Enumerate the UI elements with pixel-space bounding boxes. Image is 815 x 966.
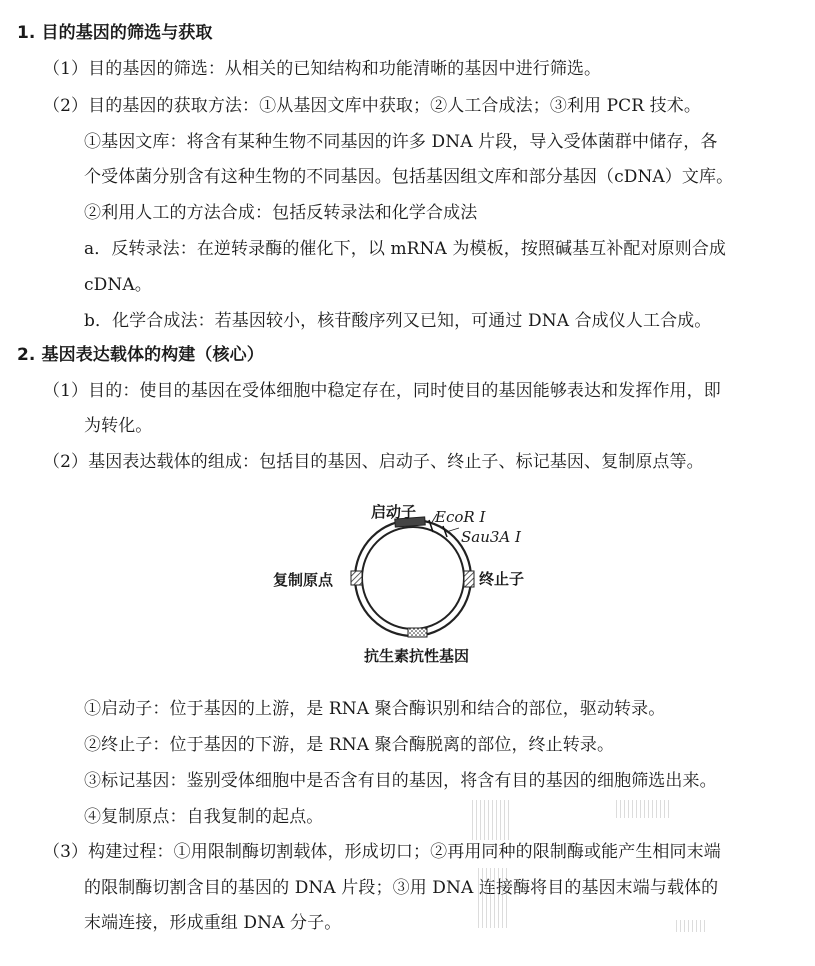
construction-line-1: （3）构建过程：①用限制酶切割载体，形成切口；②再用同种的限制酶或能产生相同末端 [43,842,721,862]
artificial-synthesis-line: ②利用人工的方法合成：包括反转录法和化学合成法 [84,203,478,223]
terminator-description: ②终止子：位于基因的下游，是 RNA 聚合酶脱离的部位，终止转录。 [84,735,615,755]
origin-label: 复制原点 [273,571,334,589]
plasmid-ring-inner [362,527,464,629]
construction-line-3: 末端连接，形成重组 DNA 分子。 [84,913,342,933]
terminator-label: 终止子 [479,570,525,588]
gene-library-line-2: 个受体菌分别含有这种生物的不同基因。包括基因组文库和部分基因（cDNA）文库。 [84,167,734,187]
section-1-paragraph-2: （2）目的基因的获取方法：①从基因文库中获取；②人工合成法；③利用 PCR 技术。 [43,96,701,116]
construction-line-2: 的限制酶切割含目的基因的 DNA 片段；③用 DNA 连接酶将目的基因末端与载体的 [84,878,719,898]
section-2-heading: 2. 基因表达载体的构建（核心） [17,345,264,365]
section-1-heading: 1. 目的基因的筛选与获取 [17,23,213,43]
promoter-description: ①启动子：位于基因的上游，是 RNA 聚合酶识别和结合的部位，驱动转录。 [84,699,666,719]
marker-gene-description: ③标记基因：鉴别受体细胞中是否含有目的基因，将含有目的基因的细胞筛选出来。 [84,771,717,791]
resistance-gene-label: 抗生素抗性基因 [364,647,470,665]
promoter-label: 启动子 [371,503,417,521]
scan-noise [478,868,508,928]
ecori-label: EcoR Ⅰ [435,508,486,526]
purpose-line-1: （1）目的：使目的基因在受体细胞中稳定存在，同时使目的基因能够表达和发挥作用，即 [43,381,721,401]
chemical-synthesis-line: b．化学合成法：若基因较小，核苷酸序列又已知，可通过 DNA 合成仪人工合成。 [84,311,712,331]
plasmid-ring-outer [355,520,471,636]
scan-noise [616,800,671,818]
resistance-gene-segment [408,628,427,637]
origin-description: ④复制原点：自我复制的起点。 [84,807,324,827]
scan-noise [676,920,706,932]
reverse-transcription-line-2: cDNA。 [84,275,152,295]
plasmid-vector-diagram [265,492,550,677]
sau3ai-label: Sau3A Ⅰ [461,528,521,546]
scan-noise [472,800,512,840]
purpose-line-2: 为转化。 [84,416,153,436]
terminator-segment [464,571,474,587]
origin-of-replication-segment [351,571,362,585]
vector-composition-line: （2）基因表达载体的组成：包括目的基因、启动子、终止子、标记基因、复制原点等。 [43,452,704,472]
reverse-transcription-line-1: a．反转录法：在逆转录酶的催化下，以 mRNA 为模板，按照碱基互补配对原则合成 [84,239,727,259]
section-1-paragraph-1: （1）目的基因的筛选：从相关的已知结构和功能清晰的基因中进行筛选。 [43,59,602,79]
sau3ai-pointer [446,528,459,532]
gene-library-line-1: ①基因文库：将含有某种生物不同基因的许多 DNA 片段，导入受体菌群中储存，各 [84,132,718,152]
